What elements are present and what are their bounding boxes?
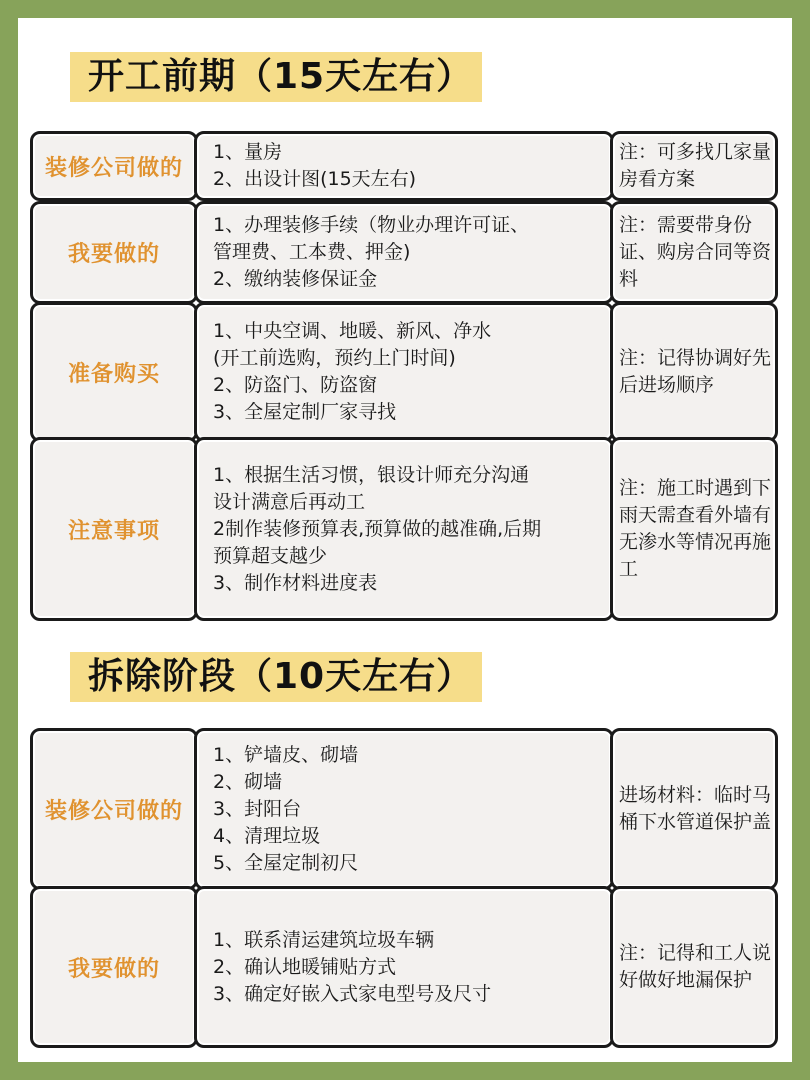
row-label bbox=[30, 728, 198, 890]
note-text: 注：记得和工人说好做好地漏保护 bbox=[619, 942, 772, 991]
row-content bbox=[194, 201, 614, 304]
note-text: 注：记得协调好先后进场顺序 bbox=[619, 347, 772, 396]
note-text: 注：需要带身份证、购房合同等资料 bbox=[619, 214, 772, 290]
content-line: 1、联系清运建筑垃圾车辆 bbox=[213, 928, 435, 951]
content-line: 3、封阳台 bbox=[213, 797, 302, 820]
content-line: 1、中央空调、地暖、新风、净水 bbox=[213, 320, 492, 342]
row-content bbox=[194, 302, 614, 442]
row-label bbox=[30, 131, 198, 201]
row-note bbox=[610, 201, 778, 304]
row-label-text: 装修公司做的 bbox=[44, 155, 183, 181]
content-line: 管理费、工本费、押金) bbox=[213, 241, 411, 263]
content-line: 1、铲墙皮、砌墙 bbox=[213, 743, 359, 766]
row-label bbox=[30, 886, 198, 1048]
note-text: 注：可多找几家量房看方案 bbox=[619, 141, 772, 190]
note-text: 注：施工时遇到下雨天需查看外墙有无渗水等情况再施工 bbox=[619, 477, 772, 580]
note-text: 进场材料：临时马桶下水管道保护盖 bbox=[619, 784, 772, 833]
content-line: 3、制作材料进度表 bbox=[213, 571, 378, 594]
row-content bbox=[194, 437, 614, 621]
row-label bbox=[30, 437, 198, 621]
content-line: 2、确认地暖铺贴方式 bbox=[213, 955, 397, 978]
row-label-text: 我要做的 bbox=[67, 956, 160, 982]
row-note bbox=[610, 886, 778, 1048]
row-label-text: 我要做的 bbox=[67, 242, 160, 267]
content-line: 3、确定好嵌入式家电型号及尺寸 bbox=[213, 982, 492, 1005]
row-label bbox=[30, 302, 198, 442]
section-heading: 拆除阶段（10天左右） bbox=[70, 652, 482, 702]
row-note bbox=[610, 131, 778, 201]
row-note bbox=[610, 728, 778, 890]
content-line: 设计满意后再动工 bbox=[213, 490, 366, 513]
row-label-text: 注意事项 bbox=[67, 518, 160, 544]
content-line: 2、出设计图(15天左右) bbox=[213, 168, 417, 190]
row-note bbox=[610, 437, 778, 621]
content-line: 2、缴纳装修保证金 bbox=[213, 268, 378, 290]
content-line: 4、清理垃圾 bbox=[213, 824, 321, 847]
content-line: 1、根据生活习惯，银设计师充分沟通 bbox=[213, 463, 530, 486]
row-label bbox=[30, 201, 198, 304]
row-label-text: 准备购买 bbox=[67, 361, 160, 387]
row-content bbox=[194, 728, 614, 890]
content-line: 1、量房 bbox=[213, 141, 283, 163]
content-line: 5、全屋定制初尺 bbox=[213, 851, 359, 874]
section-heading: 开工前期（15天左右） bbox=[70, 52, 482, 102]
document-page bbox=[18, 18, 792, 1062]
row-label-text: 装修公司做的 bbox=[44, 798, 183, 824]
content-line: 2、防盗门、防盗窗 bbox=[213, 374, 378, 396]
content-line: (开工前选购，预约上门时间) bbox=[213, 347, 456, 369]
row-content bbox=[194, 886, 614, 1048]
content-line: 2、砌墙 bbox=[213, 770, 283, 793]
row-content bbox=[194, 131, 614, 201]
content-line: 预算超支越少 bbox=[213, 544, 328, 567]
content-line: 1、办理装修手续（物业办理许可证、 bbox=[213, 214, 530, 236]
content-line: 3、全屋定制厂家寻找 bbox=[213, 401, 397, 423]
content-line: 2制作装修预算表,预算做的越准确,后期 bbox=[213, 517, 542, 540]
row-note bbox=[610, 302, 778, 442]
